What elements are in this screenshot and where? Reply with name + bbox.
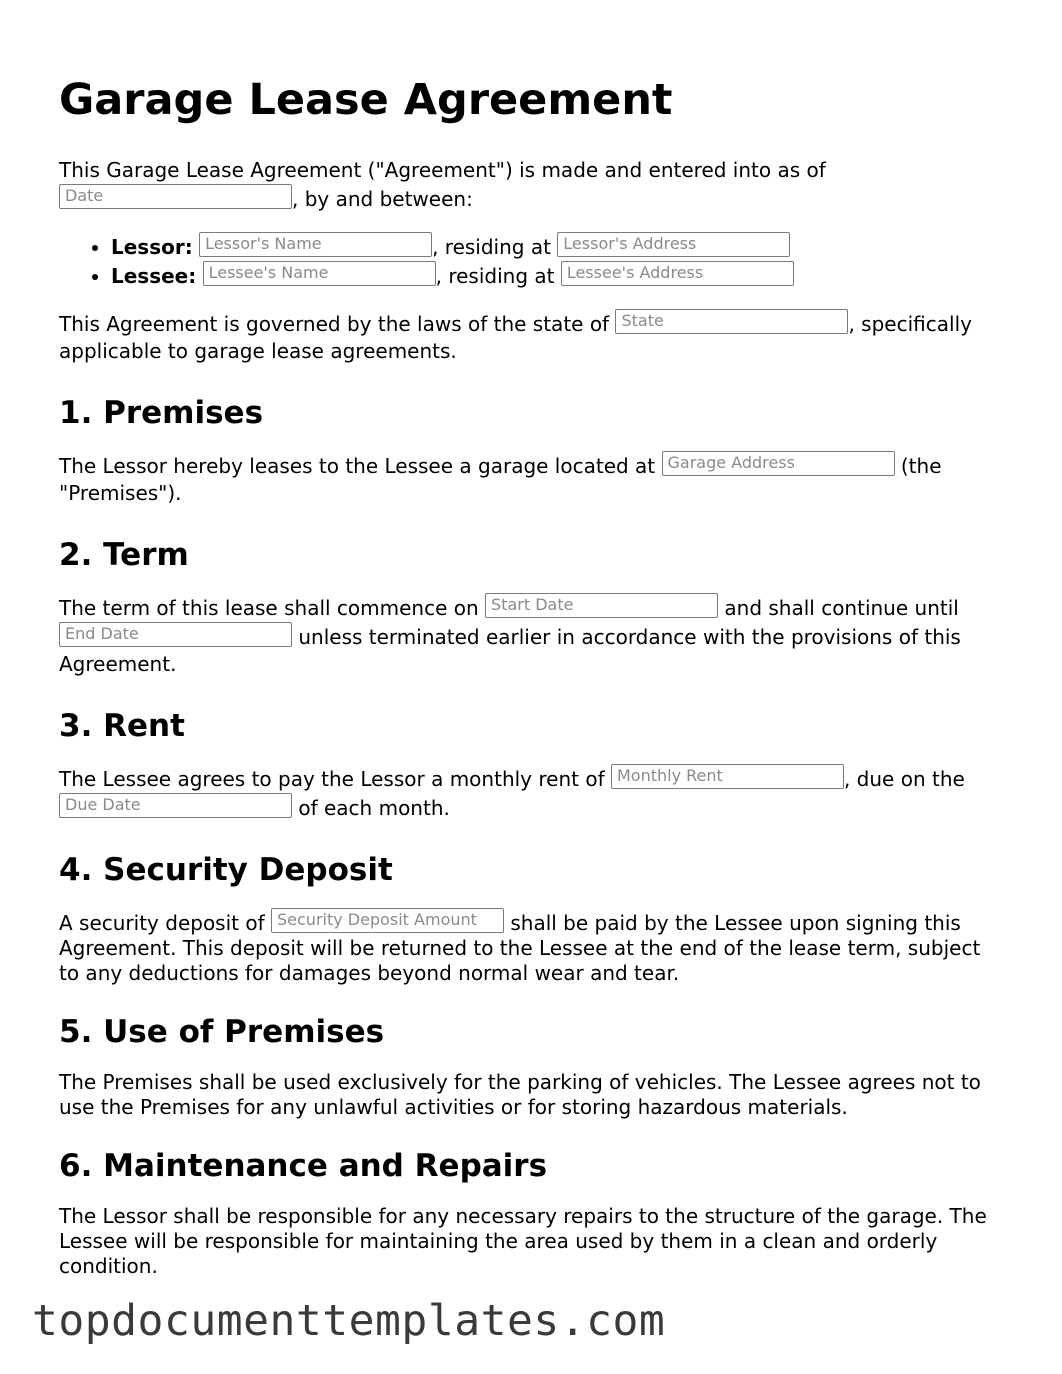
rent-text: The Lessee agrees to pay the Lessor a monthly rent of <box>59 767 605 791</box>
intro-text: This Garage Lease Agreement ("Agreement") is made and entered into as of <box>59 158 826 182</box>
state-field[interactable] <box>615 309 848 334</box>
term-text: The term of this lease shall commence on <box>59 596 479 620</box>
premises-heading: 1. Premises <box>59 395 264 431</box>
lessee-name-field[interactable] <box>203 261 436 286</box>
maintenance-heading: 6. Maintenance and Repairs <box>59 1148 548 1184</box>
intro-paragraph <box>59 157 1004 213</box>
end-date-field[interactable] <box>59 622 292 647</box>
term-paragraph <box>59 593 1004 678</box>
date-field[interactable] <box>59 184 292 209</box>
document-title: Garage Lease Agreement <box>59 75 673 125</box>
due-date-field[interactable] <box>59 793 292 818</box>
document-page <box>59 70 1004 1298</box>
rent-heading: 3. Rent <box>59 708 185 744</box>
rent-paragraph <box>59 764 1004 822</box>
premises-paragraph <box>59 451 1004 507</box>
deposit-after-text: shall be paid by the Lessee upon signing this Agreement. This deposit will be returned to the Lessee at the end of the lease term, subject to any deductions for damages beyond normal wear and tear. <box>59 911 981 985</box>
intro-after-date: , by and between: <box>292 187 473 211</box>
monthly-rent-field[interactable] <box>611 764 844 789</box>
lessor-name-field[interactable] <box>199 232 432 257</box>
governing-text: This Agreement is governed by the laws of the state of <box>59 312 610 336</box>
watermark: topdocumenttemplates.com <box>32 1296 666 1346</box>
term-middle-text: and shall continue until <box>724 596 959 620</box>
governing-after-text: , specifically applicable to garage lease agreements. <box>59 312 972 363</box>
security-deposit-field[interactable] <box>271 908 504 933</box>
use-heading: 5. Use of Premises <box>59 1014 385 1050</box>
premises-after-text: (the "Premises"). <box>59 454 942 505</box>
lessor-residing-text: , residing at <box>432 235 551 259</box>
lessee-item <box>111 261 1004 290</box>
garage-address-field[interactable] <box>662 451 895 476</box>
lessor-label: Lessor: <box>111 235 193 259</box>
governing-paragraph <box>59 309 1004 365</box>
lessee-residing-text: , residing at <box>435 264 555 288</box>
parties-list <box>59 232 1004 290</box>
deposit-text: A security deposit of <box>59 911 265 935</box>
rent-middle-text: , due on the <box>843 767 965 791</box>
maintenance-paragraph: The Lessor shall be responsible for any necessary repairs to the structure of the garage. The Lessee will be responsible for maintaining the area used by them in a clean and orderly condition. <box>59 1204 987 1278</box>
term-heading: 2. Term <box>59 537 189 573</box>
use-paragraph: The Premises shall be used exclusively for the parking of vehicles. The Lessee agrees not to use the Premises for any unlawful activities or for storing hazardous materials. <box>59 1070 981 1119</box>
premises-text: The Lessor hereby leases to the Lessee a garage located at <box>59 454 656 478</box>
lessor-item <box>111 232 1004 261</box>
lessor-address-field[interactable] <box>557 232 790 257</box>
deposit-heading: 4. Security Deposit <box>59 852 393 888</box>
deposit-paragraph <box>59 908 1004 986</box>
term-after-text: unless terminated earlier in accordance with the provisions of this Agreement. <box>59 625 961 676</box>
lessee-address-field[interactable] <box>561 261 794 286</box>
lessee-label: Lessee: <box>111 264 197 288</box>
rent-after-text: of each month. <box>298 796 450 820</box>
start-date-field[interactable] <box>485 593 718 618</box>
